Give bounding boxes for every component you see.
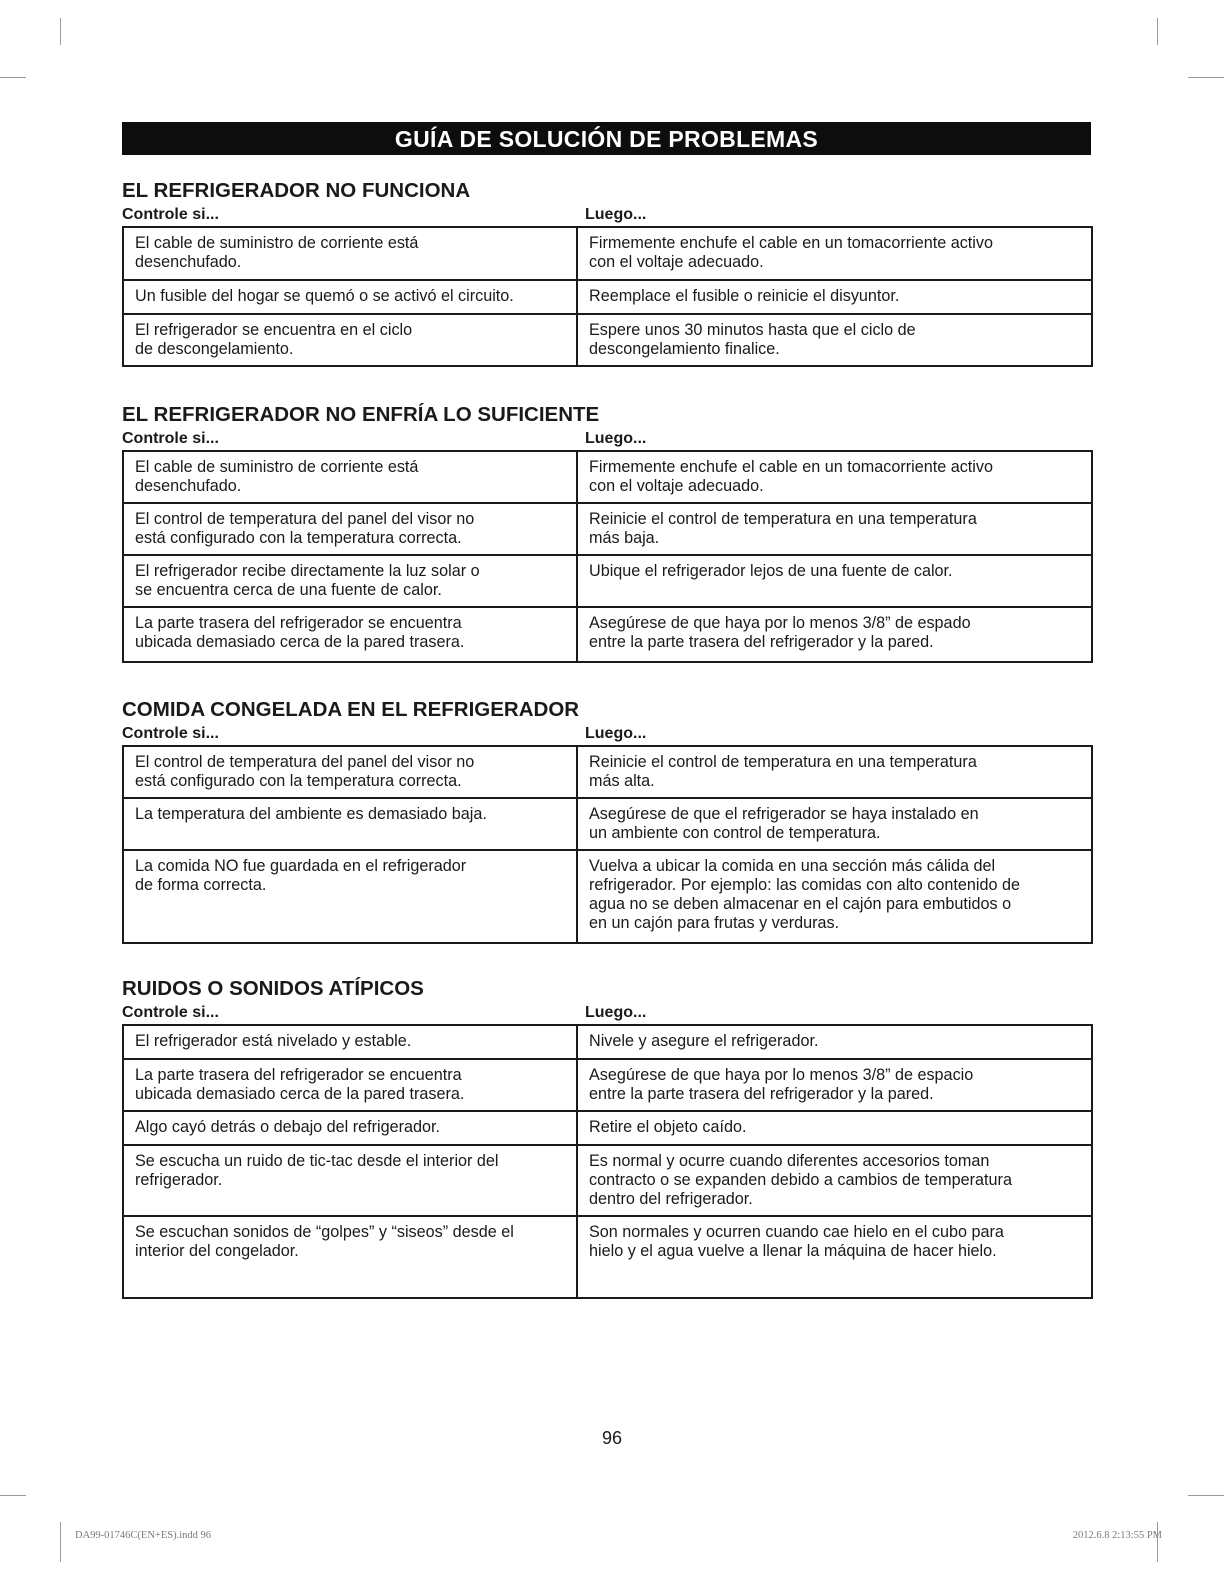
table-row <box>123 850 1092 943</box>
table-row <box>123 503 1092 555</box>
section-title: EL REFRIGERADOR NO FUNCIONA <box>122 179 471 202</box>
action-cell: Espere unos 30 minutos hasta que el ciclo de descongelamiento finalice. <box>577 314 1092 366</box>
table-row <box>123 555 1092 607</box>
check-cell: El refrigerador está nivelado y estable. <box>123 1025 577 1059</box>
column-header-check: Controle si... <box>122 1004 219 1021</box>
section-title: RUIDOS O SONIDOS ATÍPICOS <box>122 977 424 1000</box>
table-row <box>123 798 1092 850</box>
section-comida-congelada <box>122 697 1091 944</box>
table-row <box>123 1111 1092 1145</box>
action-cell: Nivele y asegure el refrigerador. <box>577 1025 1092 1059</box>
column-header-check: Controle si... <box>122 206 219 223</box>
table-row <box>123 1025 1092 1059</box>
action-cell: Asegúrese de que haya por lo menos 3/8” de espado entre la parte trasera del refrigerador y la pared. <box>577 607 1092 662</box>
table-row <box>123 607 1092 662</box>
crop-mark <box>60 1522 61 1562</box>
column-headers <box>122 722 1091 745</box>
action-cell: Reinicie el control de temperatura en una temperatura más alta. <box>577 746 1092 798</box>
action-cell: Es normal y ocurre cuando diferentes accesorios toman contracto o se expanden debido a cambios de temperatura dentro del refrigerador. <box>577 1145 1092 1216</box>
section-no-enfria <box>122 402 1091 663</box>
check-cell: El cable de suministro de corriente está desenchufado. <box>123 227 577 280</box>
check-cell: La parte trasera del refrigerador se encuentra ubicada demasiado cerca de la pared trasera. <box>123 1059 577 1111</box>
section-title: EL REFRIGERADOR NO ENFRÍA LO SUFICIENTE <box>122 403 600 426</box>
troubleshooting-table <box>122 450 1093 663</box>
section-title: COMIDA CONGELADA EN EL REFRIGERADOR <box>122 698 580 721</box>
action-cell: Asegúrese de que haya por lo menos 3/8” de espacio entre la parte trasera del refrigerador y la pared. <box>577 1059 1092 1111</box>
table-row <box>123 227 1092 280</box>
crop-mark <box>0 1495 26 1496</box>
crop-mark <box>1188 1495 1224 1496</box>
print-slug-right: 2012.6.8 2:13:55 PM <box>1072 1530 1162 1541</box>
check-cell: El control de temperatura del panel del visor no está configurado con la temperatura correcta. <box>123 746 577 798</box>
troubleshooting-table <box>122 1024 1093 1299</box>
table-row <box>123 1059 1092 1111</box>
column-header-check: Controle si... <box>122 430 219 447</box>
table-row <box>123 746 1092 798</box>
crop-mark <box>60 18 61 45</box>
column-header-action: Luego... <box>585 206 647 223</box>
table-row <box>123 314 1092 366</box>
check-cell: Algo cayó detrás o debajo del refrigerador. <box>123 1111 577 1145</box>
page-title: GUÍA DE SOLUCIÓN DE PROBLEMAS <box>122 122 1091 155</box>
crop-mark <box>0 77 26 78</box>
check-cell: La temperatura del ambiente es demasiado baja. <box>123 798 577 850</box>
table-row <box>123 451 1092 503</box>
table-row <box>123 1145 1092 1216</box>
column-headers <box>122 427 1091 450</box>
column-header-check: Controle si... <box>122 725 219 742</box>
action-cell: Retire el objeto caído. <box>577 1111 1092 1145</box>
check-cell: Se escuchan sonidos de “golpes” y “siseos” desde el interior del congelador. <box>123 1216 577 1298</box>
check-cell: El control de temperatura del panel del visor no está configurado con la temperatura correcta. <box>123 503 577 555</box>
section-no-funciona <box>122 178 1091 367</box>
crop-mark <box>1157 1522 1158 1562</box>
check-cell: La comida NO fue guardada en el refrigerador de forma correcta. <box>123 850 577 943</box>
table-row <box>123 1216 1092 1298</box>
check-cell: Se escucha un ruido de tic-tac desde el interior del refrigerador. <box>123 1145 577 1216</box>
column-header-action: Luego... <box>585 725 647 742</box>
column-headers <box>122 203 1091 226</box>
section-ruidos <box>122 976 1091 1299</box>
check-cell: Un fusible del hogar se quemó o se activó el circuito. <box>123 280 577 314</box>
action-cell: Asegúrese de que el refrigerador se haya instalado en un ambiente con control de temperatura. <box>577 798 1092 850</box>
action-cell: Reinicie el control de temperatura en una temperatura más baja. <box>577 503 1092 555</box>
troubleshooting-table <box>122 745 1093 944</box>
action-cell: Vuelva a ubicar la comida en una sección más cálida del refrigerador. Por ejemplo: las comidas con alto contenido de agua no se deben almacenar en el cajón para embutidos o en un cajón para frutas y verduras. <box>577 850 1092 943</box>
action-cell: Firmemente enchufe el cable en un tomacorriente activo con el voltaje adecuado. <box>577 451 1092 503</box>
column-header-action: Luego... <box>585 1004 647 1021</box>
check-cell: El refrigerador recibe directamente la luz solar o se encuentra cerca de una fuente de calor. <box>123 555 577 607</box>
print-slug-left: DA99-01746C(EN+ES).indd 96 <box>75 1530 211 1541</box>
table-row <box>123 280 1092 314</box>
check-cell: El cable de suministro de corriente está desenchufado. <box>123 451 577 503</box>
action-cell: Reemplace el fusible o reinicie el disyuntor. <box>577 280 1092 314</box>
action-cell: Son normales y ocurren cuando cae hielo en el cubo para hielo y el agua vuelve a llenar la máquina de hacer hielo. <box>577 1216 1092 1298</box>
check-cell: La parte trasera del refrigerador se encuentra ubicada demasiado cerca de la pared trasera. <box>123 607 577 662</box>
action-cell: Ubique el refrigerador lejos de una fuente de calor. <box>577 555 1092 607</box>
crop-mark <box>1188 77 1224 78</box>
crop-mark <box>1157 18 1158 45</box>
troubleshooting-table <box>122 226 1093 367</box>
check-cell: El refrigerador se encuentra en el ciclo de descongelamiento. <box>123 314 577 366</box>
action-cell: Firmemente enchufe el cable en un tomacorriente activo con el voltaje adecuado. <box>577 227 1092 280</box>
column-header-action: Luego... <box>585 430 647 447</box>
page-number: 96 <box>601 1428 623 1448</box>
column-headers <box>122 1001 1091 1024</box>
